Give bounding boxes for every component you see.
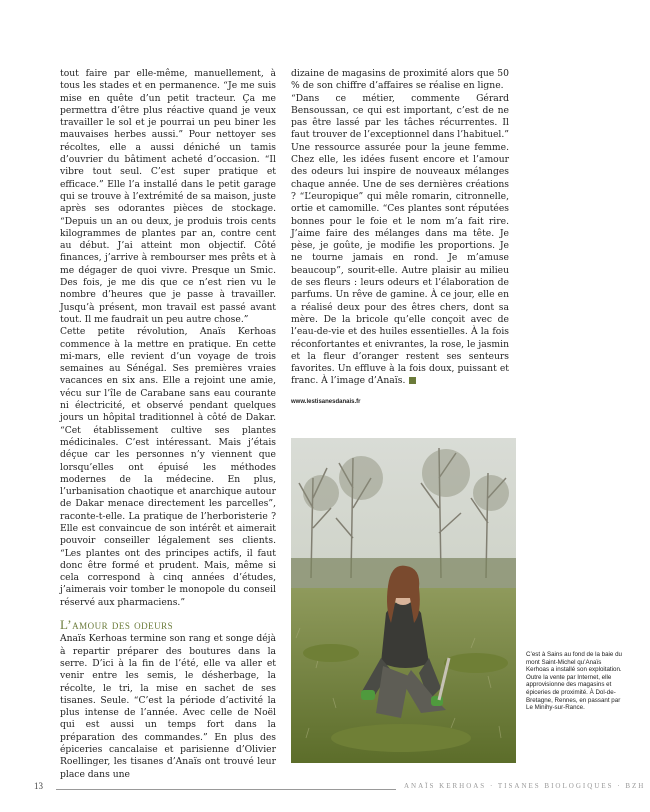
running-head: ANAÏS KERHOAS · TISANES BIOLOGIQUES · BZH: [404, 782, 646, 790]
photo-caption: C’est à Sains au fond de la baie du mont Saint-Michel qu’Anaïs Kerhoas a installé son exploitation. Outre la vente par Internet, elle approvisionne des magasins et épiceries de proximité. À Dol-de-Bretagne, Rennes, en passant par Le Minihy-sur-Rance.: [526, 651, 622, 712]
section-heading: L’amour des odeurs: [60, 617, 174, 633]
website-link[interactable]: www.lestisanesdanais.fr: [291, 398, 361, 405]
body-paragraph: tout faire par elle-même, manuellement, à tous les stades et en permanence. “Je me suis mise en quête d’un petit tracteur. Ça me permettra d’être plus réactive quand je veux travailler le sol et je pourrai un peu biner les mauvaises herbes aussi.” Pour nettoyer ses récoltes, elle a aussi déniché un tamis d’ouvrier du bâtiment acheté d’occasion. “Il vibre tout seul. C’est super pratique et efficace.” Elle l’a installé dans le petit garage qui se trouve à l’extrémité de sa maison, juste après ses odorantes pièces de stockage. “Depuis un an ou deux, je produis trois cents kilogrammes de plantes par an, contre cent au début. J’ai atteint mon objectif. Côté finances, j’arrive à rembourser mes prêts et à me dégager de quoi vivre. Presque un Smic. Des fois, je me dis que ce n’est rien vu le nombre d’heures que je passe à travailler. Jusqu’à présent, mon travail est passé avant tout. Il me faudrait un peu autre chose.”: [60, 68, 276, 325]
footer-rule: [56, 789, 396, 790]
body-paragraph: dizaine de magasins de proximité alors que 50 % de son chiffre d’affaires se réalise en ligne.: [291, 68, 509, 92]
body-paragraph: [291, 93, 509, 388]
article-photo: [291, 438, 516, 763]
body-paragraph: Cette petite révolution, Anaïs Kerhoas commence à la mettre en pratique. En cette mi-mars, elle revient d’un voyage de trois semaines au Sénégal. Ses premières vraies vacances en six ans. Elle a rejoint une amie, vécu sur l’île de Carabane sans eau courante ni électricité, et observé pendant quelques jours un hôpital traditionnel à côté de Dakar. “Cet établissement cultive ses plantes médicinales. C’est intéressant. Mais j’étais déçue car les personnes n’y viennent que lorsqu’elles ont épuisé les méthodes modernes de la médecine. En plus, l’urbanisation chaotique et anarchique autour de Dakar menace directement les parcelles”, raconte-t-elle. La pratique de l’herboristerie ? Elle est convaincue de son intérêt et aimerait pouvoir conseiller légalement ses clients. “Les plantes ont des principes actifs, il faut donc être formé et prudent. Mais, même si cela correspond à cinq années d’études, j’aimerais voir tomber le monopole du conseil réservé aux pharmaciens.”: [60, 326, 276, 608]
end-of-article-mark: [409, 377, 416, 384]
body-paragraph-text: “Dans ce métier, commente Gérard Bensoussan, ce qui est important, c’est de ne pas être lassé par les tâches récurrentes. Il faut trouver de l’exceptionnel dans l’habituel.” Une ressource assurée pour la jeune femme. Chez elle, les idées fusent encore et l’amour des odeurs lui inspire de nouveaux mélanges chaque année. Une de ses dernières créations ? “L’europique” qui mêle romarin, citronnelle, ortie et camomille. “Ces plantes sont réputées bonnes pour le foie et le nom m’a fait rire. J’aime faire des mélanges dans ma tête. Je pèse, je goûte, je modifie les proportions. Je ne tourne jamais en rond. Je m’amuse beaucoup”, sourit-elle. Autre plaisir au milieu de ses fleurs : leurs odeurs et l’élaboration de parfums. Un rêve de gamine. À ce jour, elle en a réalisé deux pour des êtres chers, dont sa mère. De la bricole qu’elle conçoit avec de l’eau-de-vie et des huiles essentielles. À la fois réconfortantes et enivrantes, la rose, le jasmin et la fleur d’oranger restent ses senteurs favorites. Un effluve à la fois doux, puissant et franc. À l’image d’Anaïs.: [291, 92, 509, 387]
right-text-column: [291, 68, 509, 408]
page-number: 13: [34, 781, 43, 791]
left-text-column: [60, 68, 276, 781]
photo-of-woman-in-field: [291, 438, 516, 763]
body-paragraph: Anaïs Kerhoas termine son rang et songe déjà à repartir préparer des boutures dans la serre. D’ici à la fin de l’été, elle va aller et venir entre les semis, le désherbage, la récolte, le tri, la mise en sachet de ses tisanes. Seule. “C’est la période d’activité la plus intense de l’année. Avec celle de Noël qui est aussi un temps fort dans la préparation des commandes.” En plus des épiceries cancalaise et parisienne d’Olivier Roellinger, les tisanes d’Anaïs ont trouvé leur place dans une: [60, 633, 276, 780]
